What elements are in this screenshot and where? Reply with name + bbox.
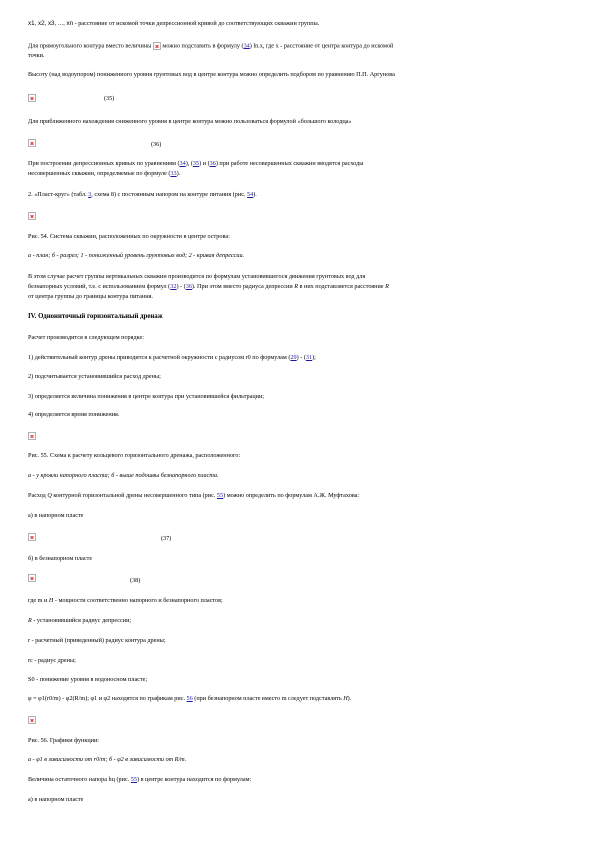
equation-number-36: (36) bbox=[151, 141, 162, 148]
formula-link-31[interactable]: 31 bbox=[305, 354, 313, 361]
formula-link-33[interactable]: 33 bbox=[170, 170, 177, 177]
figure-54-caption: Рис. 54. Система скважин, расположенных по окружности в центре острова: bbox=[28, 233, 230, 240]
para-depression-curves-line2: несовершенных скважин, определяемые по формуле (33). bbox=[28, 170, 181, 177]
broken-image-icon bbox=[28, 716, 36, 724]
broken-image-icon bbox=[153, 42, 161, 50]
para-plast-krug: 2. «Пласт-круг» (табл. 3, схема 8) с постоянным напором на контуре питания (рис. 54). bbox=[28, 191, 257, 198]
para-def-r: R - установившийся радиус депрессии; bbox=[28, 617, 132, 624]
broken-image-icon bbox=[28, 139, 36, 147]
step-3: 3) определяется величина понижения в центре контура при установившейся фильтрации; bbox=[28, 393, 265, 400]
para-phi: φ = φ1(r0/m) - φ2(R/m); φ1 и φ2 находятся по графикам рис. 56 (при безнапорном пласте вместо m следует подставлять H). bbox=[28, 695, 352, 702]
variables-list: x1, x2, x3, ..., xn bbox=[28, 20, 74, 27]
table-link-3[interactable]: 3 bbox=[88, 191, 92, 198]
para-drain-flow: Расход Q контурной горизонтальной дрены несовершенного типа (рис. 55) можно определить по формулам А.Ж. Муфтахова: bbox=[28, 492, 360, 499]
figure-link-54[interactable]: 54 bbox=[247, 191, 254, 198]
equation-38-row bbox=[28, 574, 568, 582]
step-2: 2) подсчитывается установившийся расход дрены; bbox=[28, 373, 161, 380]
para-free-layer: б) в безнапорном пласте bbox=[28, 555, 93, 562]
formula-link-29[interactable]: 29 bbox=[290, 354, 297, 361]
para-group-calc: В этом случае расчет группы вертикальных скважин производится по формулам установившегося движения грунтовых вод для bbox=[28, 273, 366, 280]
figure-56-image bbox=[28, 716, 568, 724]
figure-56-caption: Рис. 56. Графики функции: bbox=[28, 737, 100, 744]
para-order: Расчет производится в следующем порядке: bbox=[28, 334, 144, 341]
figure-55-caption: Рис. 55. Схема к расчету кольцевого горизонтального дренажа, расположенного: bbox=[28, 452, 241, 459]
para-residual-head: Величина остаточного напора hц (рис. 55) в центре контура находится по формулам: bbox=[28, 776, 252, 783]
para-rectangular-contour: Для прямоугольного контура вместо величины можно подставить в формулу (34) ln.x, где x - расстояние от центра контура до искомой bbox=[28, 42, 394, 50]
figure-link-55[interactable]: 55 bbox=[130, 776, 137, 783]
para-group-calc-line3: от центра группы до границы контура питания. bbox=[28, 293, 153, 300]
figure-54-image bbox=[28, 212, 568, 220]
para-def-s0: S0 - понижение уровня в водоносном пласте; bbox=[28, 676, 148, 683]
equation-35-row bbox=[28, 94, 568, 102]
equation-number-35: (35) bbox=[104, 95, 115, 102]
figure-55-image bbox=[28, 432, 568, 440]
figure-55-legend: а - у кровли напорного пласта; б - выше подошвы безнапорного пласта. bbox=[28, 472, 219, 479]
para-depression-curves: При построении депрессионных кривых по уравнениям (34), (35) и (36) при работе несовершенных скважин вводятся расходы bbox=[28, 160, 364, 167]
para-def-rc: rс - радиус дрены; bbox=[28, 657, 76, 664]
figure-link-55[interactable]: 55 bbox=[216, 492, 224, 499]
broken-image-icon bbox=[28, 432, 36, 440]
para-where-m-h: где m и H - мощности соответственно напорного и безнапорного пластов; bbox=[28, 597, 223, 604]
step-1: 1) действительный контур дрены приводится к расчетной окружности с радиусом r0 по формулам (29) - (31); bbox=[28, 354, 316, 361]
para-group-calc-line2: безнапорных условий, т.е. с использованием формул (32) - (36). При этом вместо радиуса депрессии R в них подставляется расстояние R bbox=[28, 283, 389, 290]
para-big-well: Для приближенного нахождения сниженного уровня в центре контура можно пользоваться формулой «большого колодца» bbox=[28, 118, 352, 125]
formula-link-35[interactable]: 35 bbox=[192, 160, 200, 167]
para-argunov: Высоту (над водоупором) пониженного уровня грунтовых вод в центре контура можно определить подбором по уравнению П.П. Аргунова bbox=[28, 71, 395, 78]
equation-number-37: (37) bbox=[161, 535, 172, 542]
para-def-rr: r - расчетный (приведенный) радиус контура дрены; bbox=[28, 637, 166, 644]
para-rectangular-contour-line2: точки. bbox=[28, 52, 45, 59]
figure-link-56[interactable]: 56 bbox=[186, 695, 193, 702]
formula-link-34[interactable]: 34 bbox=[243, 42, 250, 50]
equation-number-38: (38) bbox=[130, 577, 141, 584]
section-heading-horizontal-drainage: IV. Однониточный горизонтальный дренаж bbox=[28, 313, 163, 320]
equation-36-row bbox=[28, 139, 568, 147]
para-pressure-layer: а) в напорном пласте bbox=[28, 512, 84, 519]
formula-link-32[interactable]: 32 bbox=[170, 283, 177, 290]
step-4: 4) определяется время понижения. bbox=[28, 411, 120, 418]
formula-link-34[interactable]: 34 bbox=[179, 160, 186, 167]
equation-37-row bbox=[28, 533, 568, 541]
broken-image-icon bbox=[28, 574, 36, 582]
broken-image-icon bbox=[28, 94, 36, 102]
figure-54-legend: а - план; б - разрез; 1 - пониженный уровень грунтовых вод; 2 - кривая депрессии. bbox=[28, 252, 245, 259]
formula-link-36[interactable]: 36 bbox=[209, 160, 216, 167]
para-pressure-layer-2: а) в напорном пласте bbox=[28, 796, 84, 803]
figure-56-legend: а - φ1 в зависимости от r0/m; б - φ2 в зависимости от R/m. bbox=[28, 756, 187, 763]
para-distances: x1, x2, x3, ..., xn - расстояние от искомой точки депрессионной кривой до соответствующих скважин группы. bbox=[28, 20, 320, 27]
broken-image-icon bbox=[28, 212, 36, 220]
formula-link-36[interactable]: 36 bbox=[185, 283, 192, 290]
broken-image-icon bbox=[28, 533, 36, 541]
